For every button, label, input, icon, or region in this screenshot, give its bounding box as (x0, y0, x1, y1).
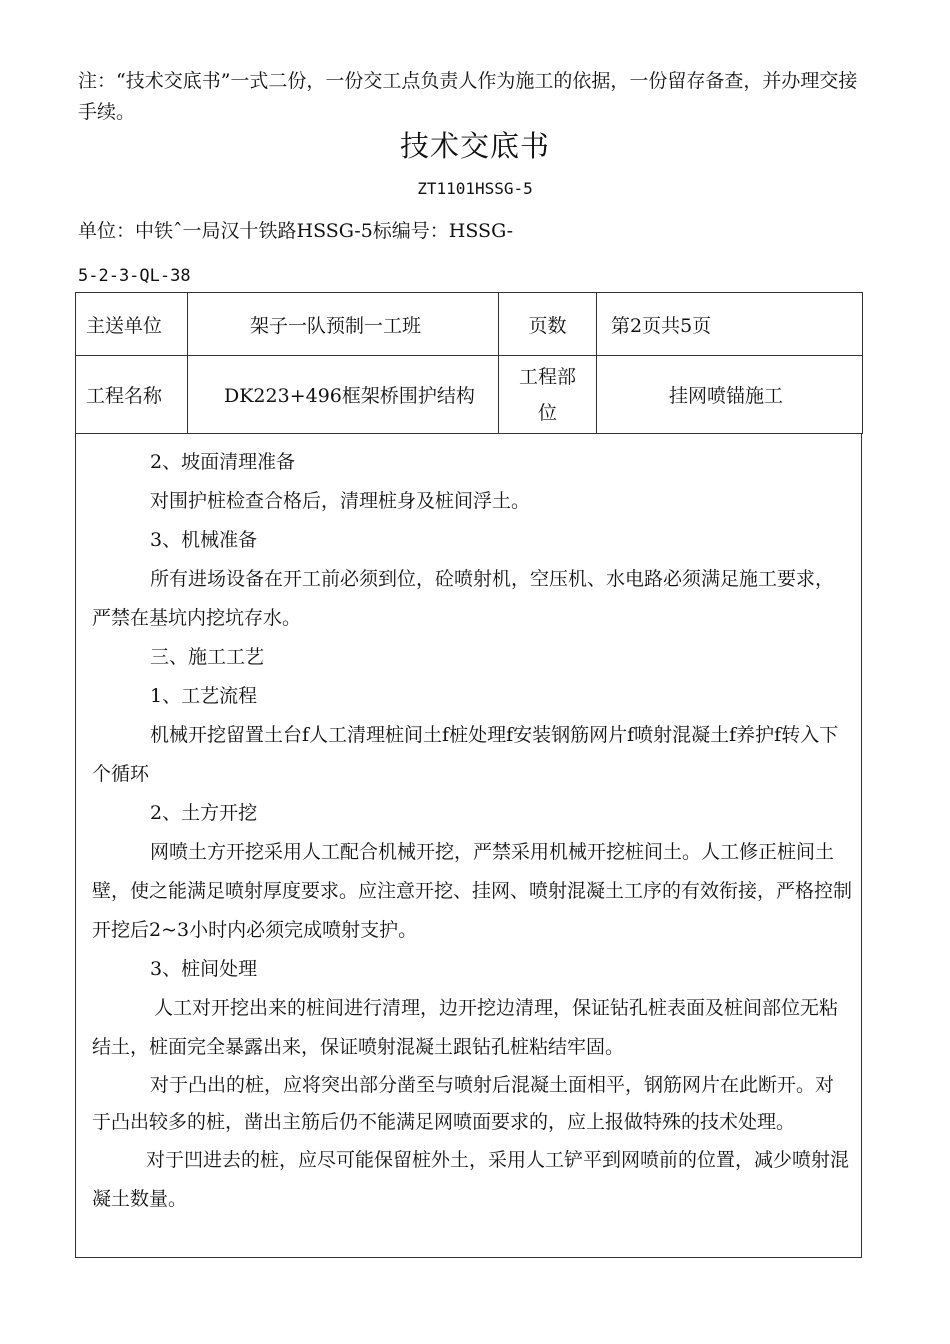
paragraph-machinery: 所有进场设备在开工前必须到位，砼喷射机，空压机、水电路必须满足施工要求，严禁在基坑内挖坑存水。 (92, 568, 835, 629)
paragraph-pile-cleaning: 人工对开挖出来的桩间进行清理，边开挖边清理，保证钻孔桩表面及桩间部位无粘结土，桩面完全暴露出来，保证喷射混凝土跟钻孔桩粘结牢固。 (92, 997, 839, 1058)
paragraph-protruding-piles: 对于凸出的桩，应将突出部分凿至与喷射后混凝土面相平，钢筋网片在此断开。对于凸出较多的桩，凿出主筋后仍不能满足网喷面要求的，应上报做特殊的技术处理。 (92, 1074, 835, 1133)
pages-label: 页数 (499, 293, 597, 356)
project-name-label: 工程名称 (76, 356, 188, 434)
project-name-value: DK223+496框架桥围护结构 (188, 356, 499, 434)
content-box (75, 433, 862, 1258)
header-info-table (75, 292, 863, 434)
pages-value: 第2页共5页 (597, 293, 863, 356)
content-body (92, 443, 852, 1219)
distribution-note: 注：“技术交底书”一式二份，一份交工点负责人作为施工的依据，一份留存备查，并办理交接手续。 (78, 70, 858, 123)
document-code: ZT1101HSSG-5 (417, 179, 533, 198)
heading-construction-process: 三、施工工艺 (150, 646, 265, 668)
heading-pile-treatment: 3、桩间处理 (150, 958, 258, 980)
send-unit-value: 架子一队预制一工班 (188, 293, 499, 356)
document-title: 技术交底书 (399, 129, 550, 163)
paragraph-earthwork: 网喷土方开挖采用人工配合机械开挖，严禁采用机械开挖桩间土。人工修正桩间土壁，使之能满足喷射厚度要求。应注意开挖、挂网、喷射混凝土工序的有效衔接，严格控制开挖后2~3小时内必须完成喷射支护。 (92, 841, 853, 941)
project-part-value: 挂网喷锚施工 (597, 356, 863, 434)
paragraph-recessed-piles: 对于凹进去的桩，应尽可能保留桩外土，采用人工铲平到网喷前的位置，减少喷射混凝土数量。 (92, 1149, 850, 1210)
document-number-continuation: 5-2-3-QL-38 (78, 266, 191, 286)
header-row-send-unit (76, 293, 863, 356)
project-part-label: 工程部位 (499, 356, 597, 434)
send-unit-label: 主送单位 (76, 293, 188, 356)
heading-earthwork: 2、土方开挖 (150, 802, 258, 824)
heading-slope-cleaning: 2、坡面清理准备 (150, 451, 296, 473)
paragraph-slope-cleaning: 对围护桩检查合格后，清理桩身及桩间浮土。 (150, 490, 531, 512)
header-row-project (76, 356, 863, 434)
unit-and-number-line: 单位：中铁ˆ一局汉十铁路HSSG-5标编号：HSSG- (78, 220, 514, 242)
heading-machinery: 3、机械准备 (150, 529, 258, 551)
paragraph-process-flow: 机械开挖留置土台f人工清理桩间土f桩处理f安装钢筋网片f喷射混凝土f养护f转入下个循环 (92, 724, 839, 785)
heading-process-flow: 1、工艺流程 (150, 685, 258, 707)
